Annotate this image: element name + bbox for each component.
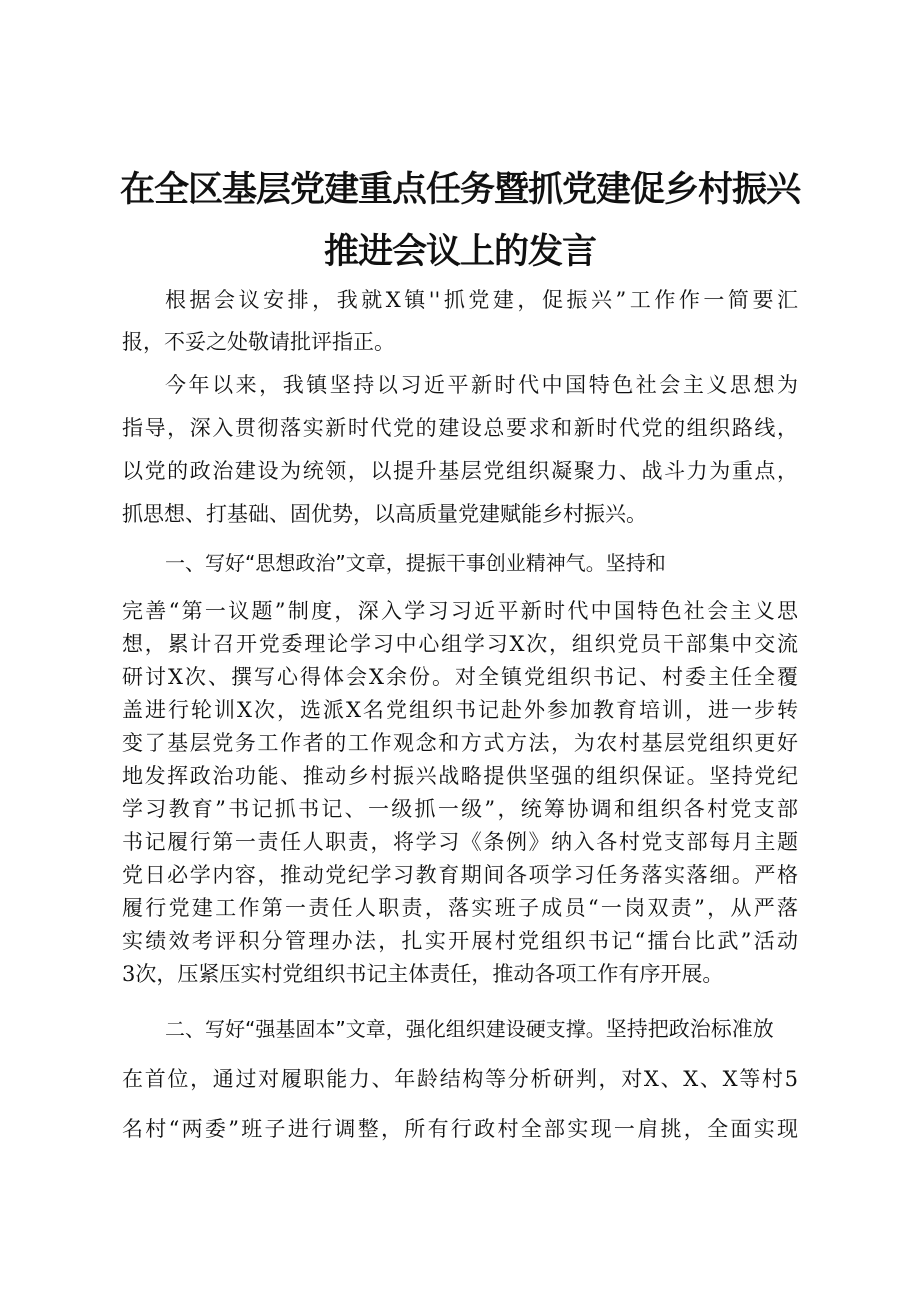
- paragraph-line: 盖进行轮训X次，选派X名党组织书记赴外参加教育培训，进一步转: [122, 698, 798, 722]
- paragraph-line: 完善“第一议题”制度，深入学习习近平新时代中国特色社会主义思: [122, 599, 798, 623]
- section-heading-text: 二、写好“强基固本”文章，强化组织建设硬支撑。: [165, 1017, 606, 1041]
- paragraph-line: 党日必学内容，推动党纪学习教育期间各项学习任务落实落细。严格: [122, 863, 798, 887]
- paragraph-line: 地发挥政治功能、推动乡村振兴战略提供坚强的组织保证。坚持党纪: [122, 764, 798, 788]
- paragraph-line: 实绩效考评积分管理办法，扎实开展村党组织书记“擂台比武”活动: [122, 929, 798, 953]
- paragraph-line: 今年以来，我镇坚持以习近平新时代中国特色社会主义思想为: [165, 373, 798, 397]
- paragraph-line: 报，不妥之处敬请批评指正。: [122, 330, 395, 354]
- paragraph-line: 3次，压紧压实村党组织书记主体责任，推动各项工作有序开展。: [122, 962, 724, 986]
- paragraph-line: 名村“两委”班子进行调整，所有行政村全部实现一肩挑，全面实现: [122, 1117, 798, 1141]
- paragraph-line: 变了基层党务工作者的工作观念和方式方法，为农村基层党组织更好: [122, 731, 798, 755]
- paragraph-line: 履行党建工作第一责任人职责，落实班子成员“一岗双责”，从严落: [122, 896, 798, 920]
- document-title-line-2: 推进会议上的发言: [323, 232, 596, 272]
- section-heading-line: 一、写好“思想政治”文章，提振干事创业精神气。坚持和: [165, 551, 666, 575]
- paragraph-line: 书记履行第一责任人职责，将学习《条例》纳入各村党支部每月主题: [122, 830, 798, 854]
- paragraph-line: 学习教育”书记抓书记、一级抓一级”，统筹协调和组织各村党支部: [122, 797, 798, 821]
- paragraph-line: 抓思想、打基础、固优势，以高质量党建赋能乡村振兴。: [122, 502, 647, 526]
- paragraph-line: 根据会议安排，我就X镇''抓党建，促振兴”工作作一简要汇: [165, 288, 798, 312]
- paragraph-line: 在首位，通过对履职能力、年龄结构等分析研判，对X、X、X等村5: [122, 1067, 798, 1091]
- document-title-line-1: 在全区基层党建重点任务暨抓党建促乡村振兴: [119, 170, 800, 210]
- paragraph-line: 指导，深入贯彻落实新时代党的建设总要求和新时代党的组织路线，: [122, 416, 798, 440]
- section-body-text: 坚持把政治标准放: [605, 1017, 774, 1041]
- paragraph-line: 以党的政治建设为统领，以提升基层党组织凝聚力、战斗力为重点，: [122, 459, 798, 483]
- paragraph-line: 研讨X次、撰写心得体会X余份。对全镇党组织书记、村委主任全覆: [122, 665, 798, 689]
- paragraph-line: 想，累计召开党委理论学习中心组学习X次，组织党员干部集中交流: [122, 632, 798, 656]
- section-heading-line: [165, 1014, 798, 1044]
